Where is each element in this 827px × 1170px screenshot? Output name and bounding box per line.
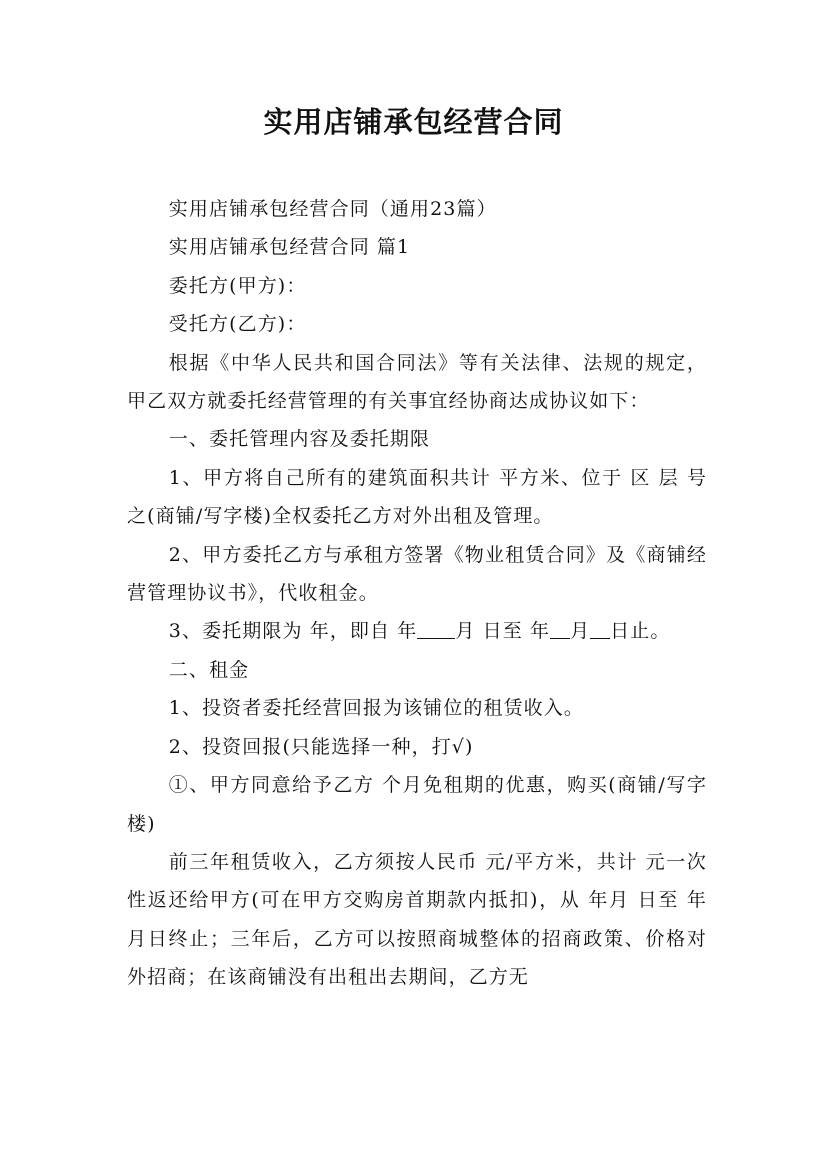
paragraph-clause-1-2: 2、甲方委托乙方与承租方签署《物业租赁合同》及《商铺经营管理协议书》，代收租金。	[127, 543, 707, 605]
term-text-2: 月 日至 年	[455, 620, 551, 643]
document-title: 实用店铺承包经营合同	[263, 105, 564, 139]
paragraph-option-1: ①、甲方同意给予乙方 个月免租期的优惠，购买(商铺/写字楼)	[127, 774, 707, 835]
paragraph-article-heading: 实用店铺承包经营合同 篇1	[168, 236, 411, 259]
blank-underline	[417, 616, 455, 639]
paragraph-section-two-heading: 二、租金	[168, 658, 250, 681]
paragraph-section-one-heading: 一、委托管理内容及委托期限	[168, 428, 431, 451]
term-text-3: 月	[570, 620, 591, 643]
document-body	[127, 190, 707, 997]
paragraph-clause-1-3	[127, 612, 707, 650]
term-text-1: 3、委托期限为 年，即自 年	[168, 620, 418, 643]
term-text-4: 日止。	[610, 620, 671, 643]
paragraph-party-a: 委托方(甲方)：	[168, 274, 307, 297]
paragraph-party-b: 受托方(乙方)：	[168, 313, 307, 336]
blank-underline	[590, 616, 610, 639]
paragraph-option-1-detail: 前三年租赁收入，乙方须按人民币 元/平方米，共计 元一次性返还给甲方(可在甲方交购房首期款内抵扣)，从 年月 日至 年 月日终止；三年后，乙方可以按照商城整体的招商政策、价格对外招商；在该商铺没有出租出去期间，乙方无	[127, 850, 707, 989]
paragraph-preamble: 根据《中华人民共和国合同法》等有关法律、法规的规定，甲乙双方就委托经营管理的有关事宜经协商达成协议如下：	[127, 351, 707, 413]
paragraph-clause-1-1: 1、甲方将自己所有的建筑面积共计 平方米、位于 区 层 号之(商铺/写字楼)全权委托乙方对外出租及管理。	[127, 466, 707, 528]
blank-underline	[550, 616, 570, 639]
paragraph-subtitle: 实用店铺承包经营合同（通用23篇）	[168, 198, 497, 220]
paragraph-clause-2-2: 2、投资回报(只能选择一种，打√)	[168, 735, 474, 758]
paragraph-clause-2-1: 1、投资者委托经营回报为该铺位的租赁收入。	[168, 697, 584, 720]
